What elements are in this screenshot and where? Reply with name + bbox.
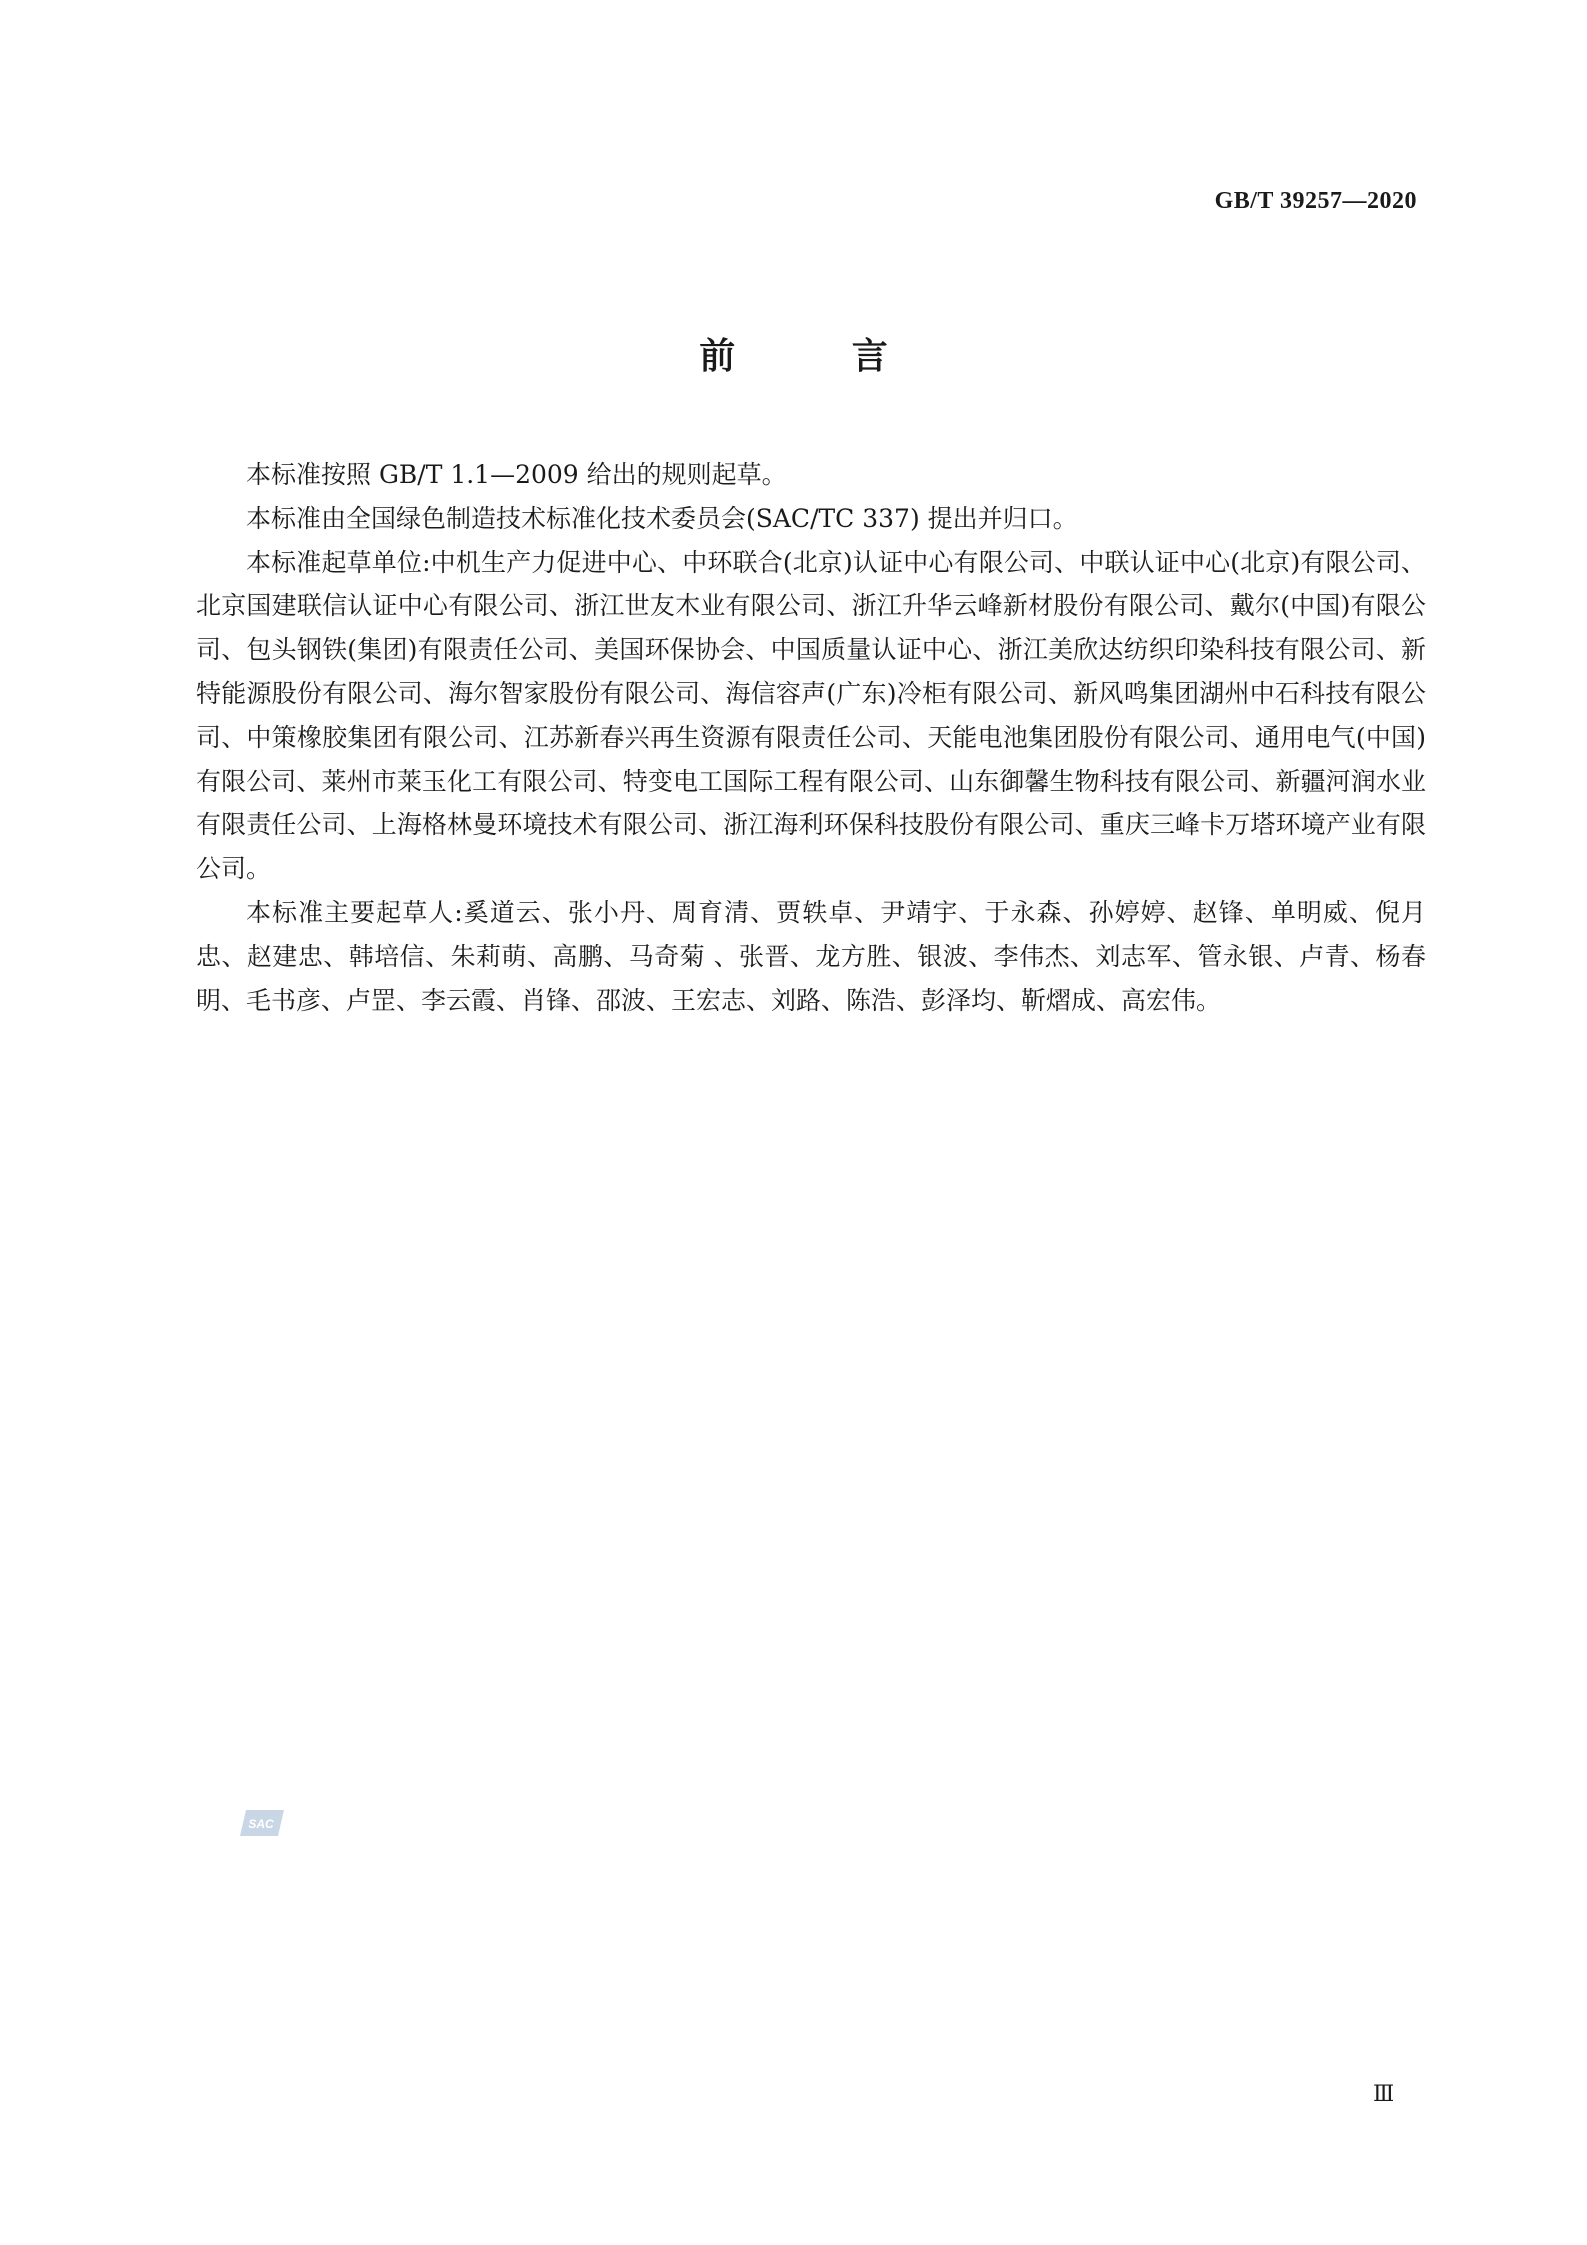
foreword-body — [196, 453, 1426, 1022]
sac-watermark-logo — [240, 1808, 284, 1838]
page-title: 前 言 — [699, 336, 940, 377]
paragraph-drafting-units: 本标准起草单位:中机生产力促进中心、中环联合(北京)认证中心有限公司、中联认证中心(北京)有限公司、北京国建联信认证中心有限公司、浙江世友木业有限公司、浙江升华云峰新材股份有限公司、戴尔(中国)有限公司、包头钢铁(集团)有限责任公司、美国环保协会、中国质量认证中心、浙江美欣达纺织印染科技有限公司、新特能源股份有限公司、海尔智家股份有限公司、海信容声(广东)冷柜有限公司、新风鸣集团湖州中石科技有限公司、中策橡胶集团有限公司、江苏新春兴再生资源有限责任公司、天能电池集团股份有限公司、通用电气(中国)有限公司、莱州市莱玉化工有限公司、特变电工国际工程有限公司、山东御馨生物科技有限公司、新疆河润水业有限责任公司、上海格林曼环境技术有限公司、浙江海利环保科技股份有限公司、重庆三峰卡万塔环境产业有限公司。 — [196, 547, 1426, 884]
paragraph-drafting-rules: 本标准按照 GB/T 1.1—2009 给出的规则起草。 — [246, 460, 787, 489]
paragraph-proposer: 本标准由全国绿色制造技术标准化技术委员会(SAC/TC 337) 提出并归口。 — [246, 503, 1078, 533]
svg-text:SAC: SAC — [248, 1817, 274, 1831]
page-number: Ⅲ — [1373, 2081, 1395, 2106]
paragraph-drafters: 本标准主要起草人:奚道云、张小丹、周育清、贾轶卓、尹靖宇、于永森、孙婷婷、赵锋、单明威、倪月忠、赵建忠、韩培信、朱莉萌、高鹏、马奇菊 、张晋、龙方胜、银波、李伟杰、刘志军、管永银、卢青、杨春明、毛书彦、卢罡、李云霞、肖锋、邵波、王宏志、刘路、陈浩、彭泽均、靳熠成、高宏伟。 — [196, 897, 1426, 1015]
sac-logo-icon — [240, 1808, 284, 1838]
standard-number-header: GB/T 39257—2020 — [1214, 188, 1417, 214]
